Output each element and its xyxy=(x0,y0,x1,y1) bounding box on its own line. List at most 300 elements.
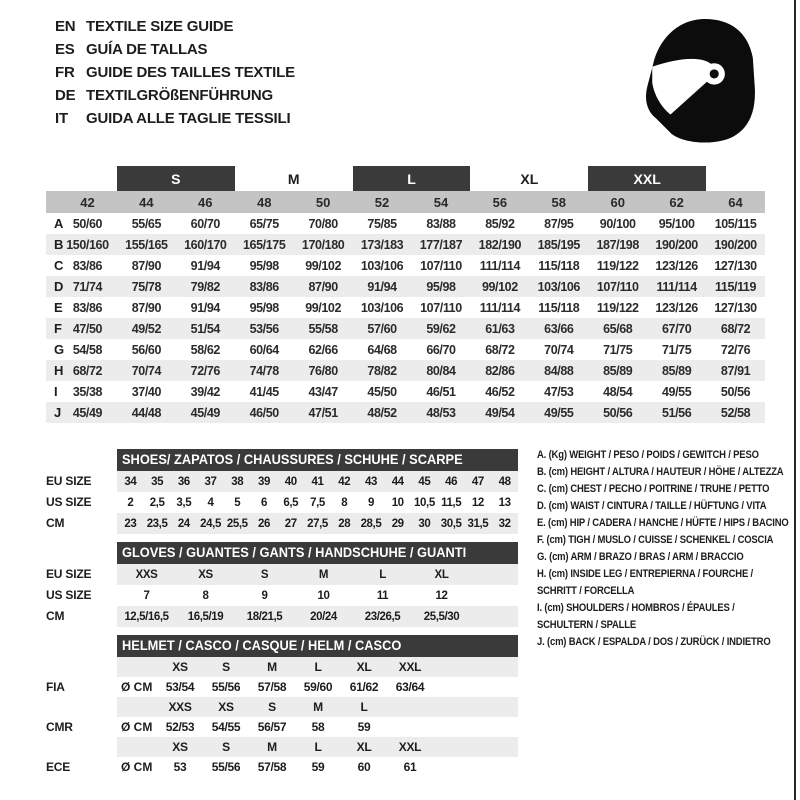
value-cell: 46/50 xyxy=(249,405,279,420)
value-cell: 91/94 xyxy=(190,300,220,315)
legend-line: G. (cm) ARM / BRAZO / BRAS / ARM / BRACCIO xyxy=(537,551,744,563)
legend-line: A. (Kg) WEIGHT / PESO / POIDS / GEWITCH / PESO xyxy=(537,449,759,461)
legend-line: E. (cm) HIP / CADERA / HANCHE / HÜFTE / HIPS / BACINO xyxy=(537,517,789,529)
value-cell: 68/72 xyxy=(485,342,515,357)
size-header-cell: 52 xyxy=(374,194,390,210)
standard-label-fia: FIA xyxy=(46,680,65,694)
value-cell: 155/165 xyxy=(125,237,168,252)
value-cell: 16,5/19 xyxy=(187,610,224,623)
measurement-legend xyxy=(537,447,797,651)
row-letter: A xyxy=(54,216,64,231)
value-cell: 55/56 xyxy=(211,760,241,774)
size-cell: XS xyxy=(218,700,234,714)
value-cell: 36 xyxy=(177,475,190,488)
shoes-table-rows xyxy=(117,471,518,534)
row-label: EU SIZE xyxy=(46,474,92,488)
standard-label-cmr: CMR xyxy=(46,720,73,734)
table-row xyxy=(117,471,518,492)
value-cell: 60/64 xyxy=(249,342,279,357)
row-label: CM xyxy=(46,516,65,530)
value-cell: 187/198 xyxy=(596,237,639,252)
value-cell: 57/58 xyxy=(257,680,287,694)
value-cell: 43 xyxy=(364,475,377,488)
value-cell: 70/74 xyxy=(544,342,574,357)
value-cell: 51/54 xyxy=(190,321,220,336)
value-cell: 83/86 xyxy=(72,300,103,315)
value-cell: 46/51 xyxy=(426,384,456,399)
size-cell: XS xyxy=(172,740,188,754)
shoes-row-labels xyxy=(46,471,118,534)
value-cell: 47/53 xyxy=(544,384,574,399)
helmet-values-row xyxy=(117,757,518,777)
value-cell: 115/119 xyxy=(715,279,757,294)
value-cell: 82/86 xyxy=(485,363,515,378)
value-cell: 95/98 xyxy=(249,300,279,315)
size-header-cell: 64 xyxy=(728,194,743,210)
value-cell: 49/55 xyxy=(544,405,574,420)
table-row xyxy=(117,606,518,627)
helmet-section-title-text: HELMET / CASCO / CASQUE / HELM / CASCO xyxy=(122,638,402,653)
size-cell: L xyxy=(314,740,322,754)
value-cell: 9 xyxy=(367,496,374,509)
value-cell: 70/80 xyxy=(308,216,338,231)
value-cell: 65/68 xyxy=(603,321,633,336)
row-letter: E xyxy=(54,300,63,315)
value-cell: 85/92 xyxy=(485,216,515,231)
row-label: CM xyxy=(46,609,65,623)
helmet-values-row xyxy=(117,717,518,737)
value-cell: 55/65 xyxy=(131,216,161,231)
value-cell: 48/53 xyxy=(426,405,456,420)
value-cell: 27,5 xyxy=(307,517,328,530)
measurement-row-g xyxy=(46,339,765,360)
row-label: US SIZE xyxy=(46,588,92,602)
size-cell: XL xyxy=(356,740,372,754)
main-size-table xyxy=(46,166,765,423)
size-header-cell: 42 xyxy=(80,194,95,210)
value-cell: 50/56 xyxy=(603,405,633,420)
value-cell: 182/190 xyxy=(478,237,522,252)
value-cell: 99/102 xyxy=(305,300,342,315)
shoes-section-title xyxy=(117,449,518,471)
value-cell: 150/160 xyxy=(66,237,109,252)
legend-line: I. (cm) SHOULDERS / HOMBROS / ÉPAULES / xyxy=(537,602,735,614)
value-cell: 87/91 xyxy=(720,363,751,378)
size-group-l: L xyxy=(353,166,471,191)
size-cell: XXL xyxy=(398,740,422,754)
language-code: ES xyxy=(55,41,75,58)
size-cell: L xyxy=(314,660,322,674)
value-cell: 53/56 xyxy=(249,321,279,336)
language-title: TEXTILGRÖßENFÜHRUNG xyxy=(86,87,274,104)
language-row xyxy=(55,15,295,38)
diameter-prefix: Ø CM xyxy=(121,680,153,694)
size-cell: XL xyxy=(356,660,372,674)
value-cell: XL xyxy=(434,568,449,581)
value-cell: 79/82 xyxy=(190,279,220,294)
value-cell: 49/55 xyxy=(661,384,692,399)
gloves-section-title-text: GLOVES / GUANTES / GANTS / HANDSCHUHE / GUANTI xyxy=(122,545,467,560)
value-cell: M xyxy=(318,568,329,581)
language-row xyxy=(55,61,295,84)
value-cell: 24,5 xyxy=(200,517,221,530)
size-header-cell: 44 xyxy=(139,194,154,210)
value-cell: 78/82 xyxy=(367,363,397,378)
language-code: DE xyxy=(55,87,76,104)
value-cell: 37/40 xyxy=(131,384,161,399)
value-cell: 65/75 xyxy=(249,216,279,231)
value-cell: 61 xyxy=(403,760,417,774)
value-cell: 28,5 xyxy=(360,517,382,530)
racing-helmet-icon xyxy=(644,16,758,144)
size-header-cell: 56 xyxy=(492,194,508,210)
value-cell: 115/118 xyxy=(538,300,580,315)
value-cell: 62/66 xyxy=(308,342,338,357)
value-cell: 41 xyxy=(311,475,324,488)
value-cell: 71/75 xyxy=(603,342,633,357)
value-cell: 45/50 xyxy=(367,384,397,399)
row-letter: G xyxy=(54,342,65,357)
language-code: EN xyxy=(55,18,76,35)
value-cell: 54/58 xyxy=(72,342,103,357)
value-cell: 91/94 xyxy=(190,258,220,273)
value-cell: 59 xyxy=(357,720,371,734)
value-cell: 12 xyxy=(435,589,448,602)
value-cell: 31,5 xyxy=(467,517,489,530)
value-cell: 51/56 xyxy=(661,405,692,420)
value-cell: 7 xyxy=(143,589,150,602)
measurement-row-c xyxy=(46,255,765,276)
value-cell: 185/195 xyxy=(537,237,580,252)
value-cell: 30,5 xyxy=(440,517,462,530)
diameter-prefix: Ø CM xyxy=(121,720,153,734)
language-code: IT xyxy=(55,110,68,127)
value-cell: 47/51 xyxy=(308,405,338,420)
value-cell: 95/98 xyxy=(249,258,279,273)
value-cell: 95/100 xyxy=(658,216,695,231)
value-cell: 107/110 xyxy=(420,300,462,315)
legend-line: SCHULTERN / SPALLE xyxy=(537,619,637,631)
value-cell: 42 xyxy=(338,475,351,488)
legend-line: SCHRITT / FORCELLA xyxy=(537,585,635,597)
value-cell: XXS xyxy=(135,568,158,581)
value-cell: 123/126 xyxy=(655,258,698,273)
label-spacer xyxy=(46,697,118,717)
value-cell: 48/52 xyxy=(367,405,397,420)
size-cell xyxy=(387,697,433,717)
value-cell: 63/64 xyxy=(395,680,425,694)
size-header-cell: 54 xyxy=(433,194,449,210)
size-header-cell: 46 xyxy=(198,194,213,210)
size-header-cell: 58 xyxy=(551,194,567,210)
value-cell: 23/26,5 xyxy=(364,610,401,623)
value-cell: 123/126 xyxy=(655,300,698,315)
value-cell: 56/60 xyxy=(131,342,161,357)
value-cell: 111/114 xyxy=(479,300,521,315)
value-cell: 46 xyxy=(445,475,458,488)
value-cell: L xyxy=(379,568,386,581)
value-cell: 12,5/16,5 xyxy=(124,610,169,623)
measurement-row-i xyxy=(46,381,765,402)
value-cell: 49/54 xyxy=(485,405,515,420)
value-cell: 50/60 xyxy=(72,216,103,231)
value-cell: 27 xyxy=(284,517,297,530)
size-header-cell: 48 xyxy=(256,194,272,210)
standard-label-ece: ECE xyxy=(46,760,71,774)
helmet-table-rows xyxy=(117,657,518,777)
value-cell: 13 xyxy=(498,496,511,509)
value-cell: 105/115 xyxy=(714,216,757,231)
helmet-sizes-row xyxy=(117,697,518,717)
value-cell: 83/86 xyxy=(249,279,279,294)
size-header-cell: 50 xyxy=(315,194,331,210)
value-cell: 103/106 xyxy=(360,300,404,315)
value-cell: 90/100 xyxy=(599,216,636,231)
helmet-row-labels xyxy=(46,657,118,777)
size-group-xl: XL xyxy=(520,170,539,187)
value-cell: 26 xyxy=(258,517,271,530)
value-cell: 85/89 xyxy=(603,363,633,378)
value-cell: 190/200 xyxy=(714,237,757,252)
value-cell: XS xyxy=(198,568,213,581)
language-title: GUÍA DE TALLAS xyxy=(86,41,208,58)
value-cell: 190/200 xyxy=(655,237,698,252)
value-cell: 2 xyxy=(127,496,134,509)
value-cell: 41/45 xyxy=(249,384,279,399)
helmet-section-title xyxy=(117,635,518,657)
legend-line: D. (cm) WAIST / CINTURA / TAILLE / HÜFTUNG / VITA xyxy=(537,500,767,512)
size-cell: M xyxy=(313,700,323,714)
value-cell: 59/60 xyxy=(303,680,333,694)
value-cell: 87/90 xyxy=(131,300,161,315)
shoes-section-title-text: SHOES/ ZAPATOS / CHAUSSURES / SCHUHE / SCARPE xyxy=(122,452,463,467)
value-cell: 60 xyxy=(357,760,371,774)
legend-line: H. (cm) INSIDE LEG / ENTREPIERNA / FOURCHE / xyxy=(537,568,753,580)
language-title: TEXTILE SIZE GUIDE xyxy=(86,18,234,35)
value-cell: 70/74 xyxy=(131,363,161,378)
label-spacer xyxy=(46,737,118,757)
row-letter: H xyxy=(54,363,64,378)
size-cell: XXL xyxy=(398,660,422,674)
value-cell: 99/102 xyxy=(481,279,518,294)
table-row xyxy=(117,564,518,585)
row-label: US SIZE xyxy=(46,495,92,509)
value-cell: 10 xyxy=(317,589,330,602)
value-cell: 72/76 xyxy=(190,363,220,378)
row-letter: B xyxy=(54,237,64,252)
value-cell: 9 xyxy=(261,589,268,602)
value-cell: 84/88 xyxy=(544,363,574,378)
value-cell: 43/47 xyxy=(308,384,338,399)
measurement-row-h xyxy=(46,360,765,381)
size-cell: XS xyxy=(172,660,188,674)
value-cell: 11 xyxy=(376,589,389,602)
value-cell: 4 xyxy=(207,496,214,509)
size-cell: XXS xyxy=(168,700,192,714)
language-row xyxy=(55,84,295,107)
value-cell: 32 xyxy=(498,517,511,530)
value-cell: 44 xyxy=(391,475,404,488)
value-cell: 8 xyxy=(202,589,209,602)
value-cell: 37 xyxy=(204,475,217,488)
value-cell: 8 xyxy=(341,496,348,509)
value-cell: 71/74 xyxy=(72,279,103,294)
value-cell: 18/21,5 xyxy=(246,610,283,623)
helmet-sizes-row xyxy=(117,657,518,677)
value-cell: 23,5 xyxy=(146,517,168,530)
value-cell: 47 xyxy=(471,475,484,488)
value-cell: 35/38 xyxy=(72,384,103,399)
size-cell: S xyxy=(268,700,276,714)
value-cell: 11,5 xyxy=(441,496,462,509)
value-cell: 39/42 xyxy=(190,384,220,399)
value-cell: 12 xyxy=(471,496,484,509)
value-cell: 119/122 xyxy=(596,258,639,273)
value-cell: 87/90 xyxy=(131,258,161,273)
measurement-row-b xyxy=(46,234,765,255)
table-row xyxy=(117,585,518,606)
value-cell: 95/98 xyxy=(426,279,456,294)
value-cell: 30 xyxy=(418,517,431,530)
value-cell: 35 xyxy=(151,475,164,488)
value-cell: 45/49 xyxy=(190,405,220,420)
value-cell: 61/63 xyxy=(485,321,515,336)
value-cell: 45/49 xyxy=(72,405,103,420)
value-cell: 6,5 xyxy=(283,496,299,509)
value-cell: 46/52 xyxy=(485,384,515,399)
size-header-row xyxy=(46,191,765,213)
value-cell: 10,5 xyxy=(414,496,435,509)
value-cell: 87/95 xyxy=(544,216,574,231)
legend-line: J. (cm) BACK / ESPALDA / DOS / ZURÜCK / INDIETRO xyxy=(537,636,771,648)
size-group-s: S xyxy=(117,166,235,191)
value-cell: 47/50 xyxy=(72,321,103,336)
value-cell: 53/54 xyxy=(165,680,195,694)
value-cell: 54/55 xyxy=(211,720,241,734)
value-cell: 75/85 xyxy=(367,216,397,231)
value-cell: 48 xyxy=(498,475,511,488)
value-cell: 53 xyxy=(173,760,187,774)
size-group-xxl: XXL xyxy=(588,166,706,191)
value-cell: 44/48 xyxy=(131,405,161,420)
value-cell: 80/84 xyxy=(426,363,456,378)
right-border-line xyxy=(794,0,796,800)
value-cell: 38 xyxy=(231,475,244,488)
value-cell: 52/53 xyxy=(165,720,195,734)
gloves-table-rows xyxy=(117,564,518,627)
value-cell: 76/80 xyxy=(308,363,338,378)
measurement-row-a xyxy=(46,213,765,234)
size-cell: S xyxy=(222,660,230,674)
value-cell: 107/110 xyxy=(420,258,462,273)
value-cell: 59 xyxy=(311,760,325,774)
value-cell: 75/78 xyxy=(131,279,161,294)
language-list xyxy=(55,15,295,130)
value-cell: 2,5 xyxy=(149,496,165,509)
value-cell: 99/102 xyxy=(305,258,342,273)
size-cell: L xyxy=(360,700,368,714)
gloves-row-labels xyxy=(46,564,118,627)
value-cell: 63/66 xyxy=(544,321,574,336)
value-cell: 91/94 xyxy=(367,279,397,294)
value-cell: 25,5/30 xyxy=(423,610,460,623)
value-cell: 66/70 xyxy=(426,342,456,357)
measurement-row-e xyxy=(46,297,765,318)
value-cell: 119/122 xyxy=(596,300,639,315)
value-cell: 87/90 xyxy=(308,279,338,294)
value-cell: 107/110 xyxy=(596,279,639,294)
value-cell: 55/56 xyxy=(211,680,241,694)
language-title: GUIDE DES TAILLES TEXTILE xyxy=(86,64,295,81)
value-cell: 173/183 xyxy=(360,237,404,252)
value-cell: 111/114 xyxy=(479,258,521,273)
value-cell: 39 xyxy=(258,475,271,488)
value-cell: 23 xyxy=(124,517,137,530)
value-cell: 83/86 xyxy=(72,258,103,273)
size-cell: S xyxy=(222,740,230,754)
size-group-row xyxy=(46,166,765,191)
table-row xyxy=(117,492,518,513)
value-cell: 3,5 xyxy=(176,496,192,509)
value-cell: 160/170 xyxy=(184,237,227,252)
value-cell: 57/60 xyxy=(367,321,397,336)
value-cell: 177/187 xyxy=(419,237,463,252)
helmet-values-row xyxy=(117,677,518,697)
value-cell: 103/106 xyxy=(537,279,580,294)
value-cell: 29 xyxy=(391,517,404,530)
value-cell: 7,5 xyxy=(310,496,325,509)
value-cell: 165/175 xyxy=(243,237,286,252)
letter-spacer xyxy=(46,191,58,213)
value-cell: 24 xyxy=(177,517,190,530)
value-cell: 28 xyxy=(338,517,351,530)
legend-line: C. (cm) CHEST / PECHO / POITRINE / TRUHE / PETTO xyxy=(537,483,770,495)
legend-line: B. (cm) HEIGHT / ALTURA / HAUTEUR / HÖHE / ALTEZZA xyxy=(537,466,784,478)
language-row xyxy=(55,38,295,61)
size-cell: M xyxy=(267,660,277,674)
value-cell: 72/76 xyxy=(720,342,751,357)
measurement-row-d xyxy=(46,276,765,297)
row-label: EU SIZE xyxy=(46,567,92,581)
language-code: FR xyxy=(55,64,75,81)
value-cell: 10 xyxy=(391,496,404,509)
value-cell: 58 xyxy=(311,720,325,734)
value-cell: 85/89 xyxy=(661,363,692,378)
row-letter: F xyxy=(54,321,62,336)
row-letter: I xyxy=(54,384,58,399)
measurement-row-j xyxy=(46,402,765,423)
helmet-sizes-row xyxy=(117,737,518,757)
size-header-cell: 62 xyxy=(669,194,684,210)
value-cell: 68/72 xyxy=(72,363,103,378)
value-cell: 48/54 xyxy=(603,384,633,399)
value-cell: 40 xyxy=(284,475,297,488)
value-cell: 34 xyxy=(124,475,137,488)
row-letter: C xyxy=(54,258,64,273)
legend-line: F. (cm) TIGH / MUSLO / CUISSE / SCHENKEL / COSCIA xyxy=(537,534,774,546)
value-cell: 20/24 xyxy=(310,610,337,623)
size-header-cell: 60 xyxy=(610,194,625,210)
value-cell xyxy=(387,717,433,737)
value-cell: 115/118 xyxy=(538,258,580,273)
row-letter: J xyxy=(54,405,62,420)
language-title: GUIDA ALLE TAGLIE TESSILI xyxy=(86,110,291,127)
value-cell: 56/57 xyxy=(257,720,287,734)
value-cell: 61/62 xyxy=(349,680,379,694)
language-row xyxy=(55,107,295,130)
row-letter: D xyxy=(54,279,64,294)
size-cell: M xyxy=(267,740,277,754)
